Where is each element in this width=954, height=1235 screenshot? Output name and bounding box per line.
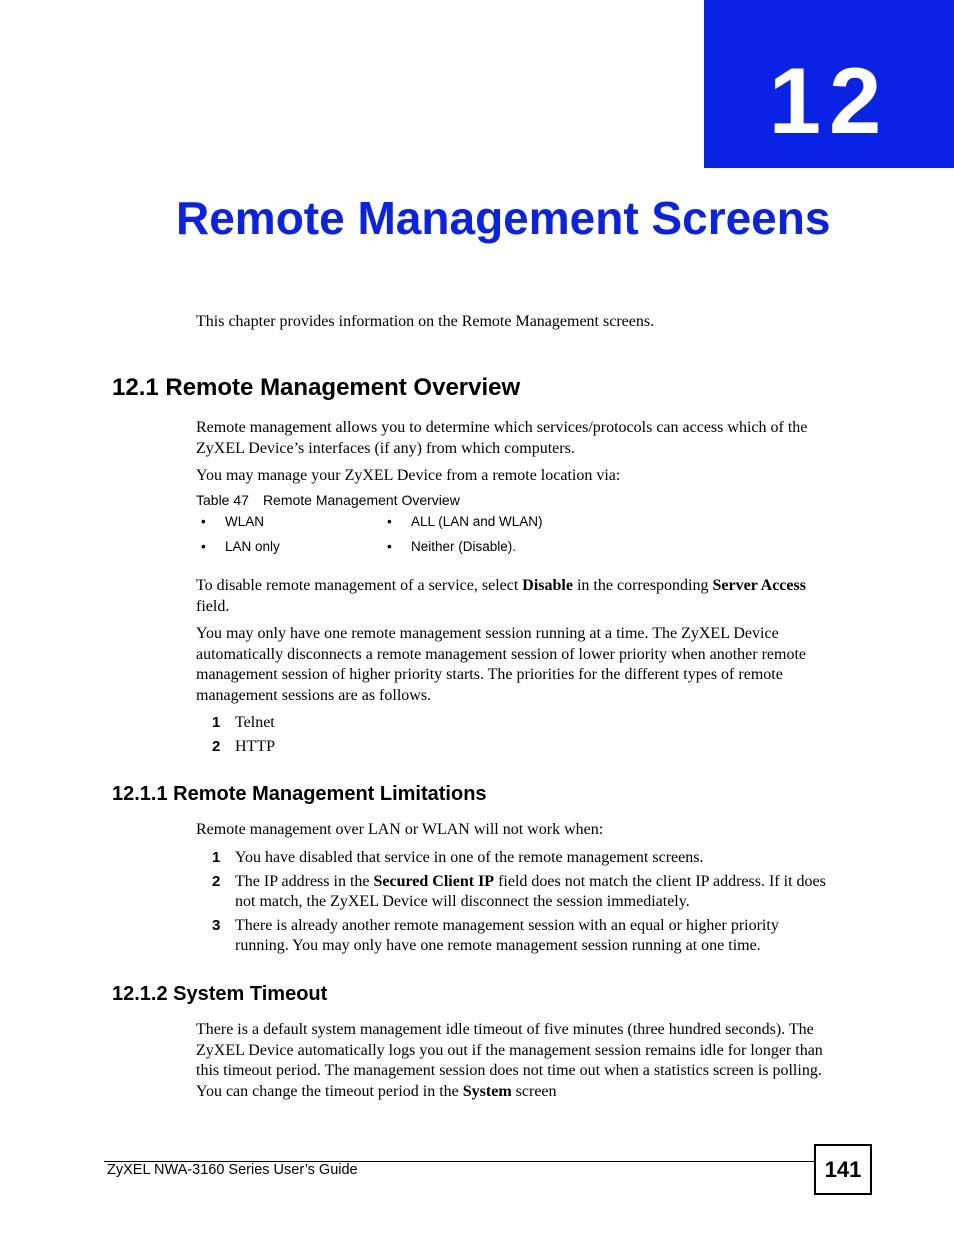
table-cell [382, 514, 543, 529]
table-cell-text: WLAN [225, 514, 265, 529]
section-heading-12-1-1: 12.1.1 Remote Management Limitations [112, 783, 487, 805]
disable-paragraph: To disable remote management of a service, select Disable in the corresponding Server Access field. [196, 577, 806, 615]
chapter-title: Remote Management Screens [176, 192, 831, 244]
table-label: Table 47 [196, 492, 249, 508]
table-cell [196, 539, 382, 554]
bullet-icon: • [201, 539, 206, 554]
bullet-icon: • [387, 539, 392, 554]
intro-paragraph: This chapter provides information on the Remote Management screens. [196, 313, 655, 330]
list-item: 2 The IP address in the Secured Client IP field does not match the client IP address. If it does not match, the ZyXEL Device will disconnect the session immediately. [212, 872, 826, 910]
bullet-icon: • [387, 514, 392, 529]
priority-list [196, 713, 836, 757]
section-heading-12-1-2: 12.1.2 System Timeout [112, 983, 328, 1005]
overview-table [196, 509, 616, 559]
page-number: 141 [814, 1144, 872, 1195]
table-row [196, 534, 616, 559]
list-item: 1 Telnet [212, 714, 275, 731]
overview-paragraph: Remote management allows you to determine which services/protocols can access which of the ZyXEL Device’s interfaces (if any) from which computers. [196, 419, 808, 457]
table-cell-text: ALL (LAN and WLAN) [411, 514, 543, 529]
list-item: 3 There is already another remote management session with an equal or higher priority running. You may only have one remote management session running at one time. [212, 916, 779, 954]
limitations-list [196, 848, 836, 957]
list-item: 1 You have disabled that service in one of the remote management screens. [212, 849, 704, 866]
chapter-number-box [704, 0, 954, 168]
footer-guide-title: ZyXEL NWA-3160 Series User’s Guide [107, 1162, 358, 1178]
section-heading-12-1: 12.1 Remote Management Overview [112, 374, 521, 401]
timeout-paragraph: There is a default system management idle timeout of five minutes (three hundred seconds). The ZyXEL Device automatically logs you out if the management session remains idle for longer than this timeout period. The management session does not time out when a statistics screen is polling. You can change the timeout period in the System screen [196, 1021, 823, 1100]
table-row [196, 509, 616, 534]
table-title: Remote Management Overview [262, 492, 460, 508]
list-item: 2 HTTP [212, 737, 275, 755]
table-cell [196, 514, 382, 529]
limitations-paragraph: Remote management over LAN or WLAN will not work when: [196, 821, 604, 838]
chapter-number: 12 [768, 48, 890, 153]
table-cell-text: LAN only [225, 539, 280, 554]
manage-via-paragraph: You may manage your ZyXEL Device from a remote location via: [196, 467, 621, 484]
table-caption [196, 492, 460, 508]
session-priority-paragraph: You may only have one remote management session running at a time. The ZyXEL Device automatically disconnects a remote management session of lower priority when another remote management session of higher priority starts. The priorities for the different types of remote management sessions are as follows. [196, 625, 807, 704]
table-cell-text: Neither (Disable). [411, 539, 517, 554]
table-cell [382, 539, 516, 554]
bullet-icon: • [201, 514, 206, 529]
